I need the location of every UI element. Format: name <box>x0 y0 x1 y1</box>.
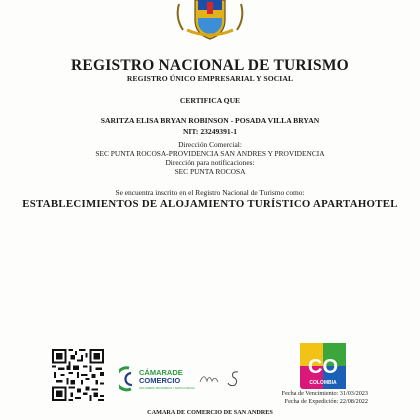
chamber-name-line1: CÁMARADE <box>139 368 183 377</box>
holder-block <box>0 115 420 137</box>
commercial-address-label: Dirección Comercial: <box>178 140 242 149</box>
notification-address-label: Dirección para notificaciones: <box>165 157 255 167</box>
page-title: REGISTRO NACIONAL DE TURISMO <box>71 57 349 74</box>
colombia-co-logo <box>300 343 346 389</box>
registration-statement: Se encuentra inscrito en el Registro Nacional de Turismo como: <box>115 188 305 197</box>
qr-code-icon[interactable] <box>52 349 104 401</box>
issue-date: Fecha de Expedición: 22/08/2022 <box>284 398 368 405</box>
coat-of-arms-icon <box>173 0 247 40</box>
dates-block <box>282 390 368 406</box>
address-block <box>0 141 420 177</box>
commercial-address: SEC PUNTA ROCOSA-PROVIDENCIA SAN ANDRES Y PROVIDENCIA <box>95 148 325 158</box>
chamber-name-line2: COMERCIO <box>139 376 181 385</box>
page-subtitle: REGISTRO ÚNICO EMPRESARIAL Y SOCIAL <box>126 74 294 83</box>
chamber-name-line3: SAN ANDRÉS, PROVIDENCIA Y SANTA CATALINA <box>139 387 195 390</box>
nit-number: NIT: 23249391-1 <box>182 127 238 136</box>
colombia-word: COLOMBIA <box>309 380 337 386</box>
certifies-heading: CERTIFICA QUE <box>179 96 241 105</box>
registration-category: ESTABLECIMIENTOS DE ALOJAMIENTO TURÍSTICO APARTAHOTEL <box>22 198 398 210</box>
expiry-date: Fecha de Vencimiento: 31/03/2023 <box>281 390 368 397</box>
signatures-icon <box>198 366 258 388</box>
notification-address: SEC PUNTA ROCOSA <box>174 166 246 176</box>
holder-name: SARITZA ELISA BRYAN ROBINSON - POSADA VILLA BRYAN <box>100 116 320 125</box>
camara-de-comercio-logo <box>119 364 195 394</box>
issuer-footer: CAMARA DE COMERCIO DE SAN ANDRES <box>147 409 273 416</box>
colombia-mark: CO <box>308 356 338 378</box>
